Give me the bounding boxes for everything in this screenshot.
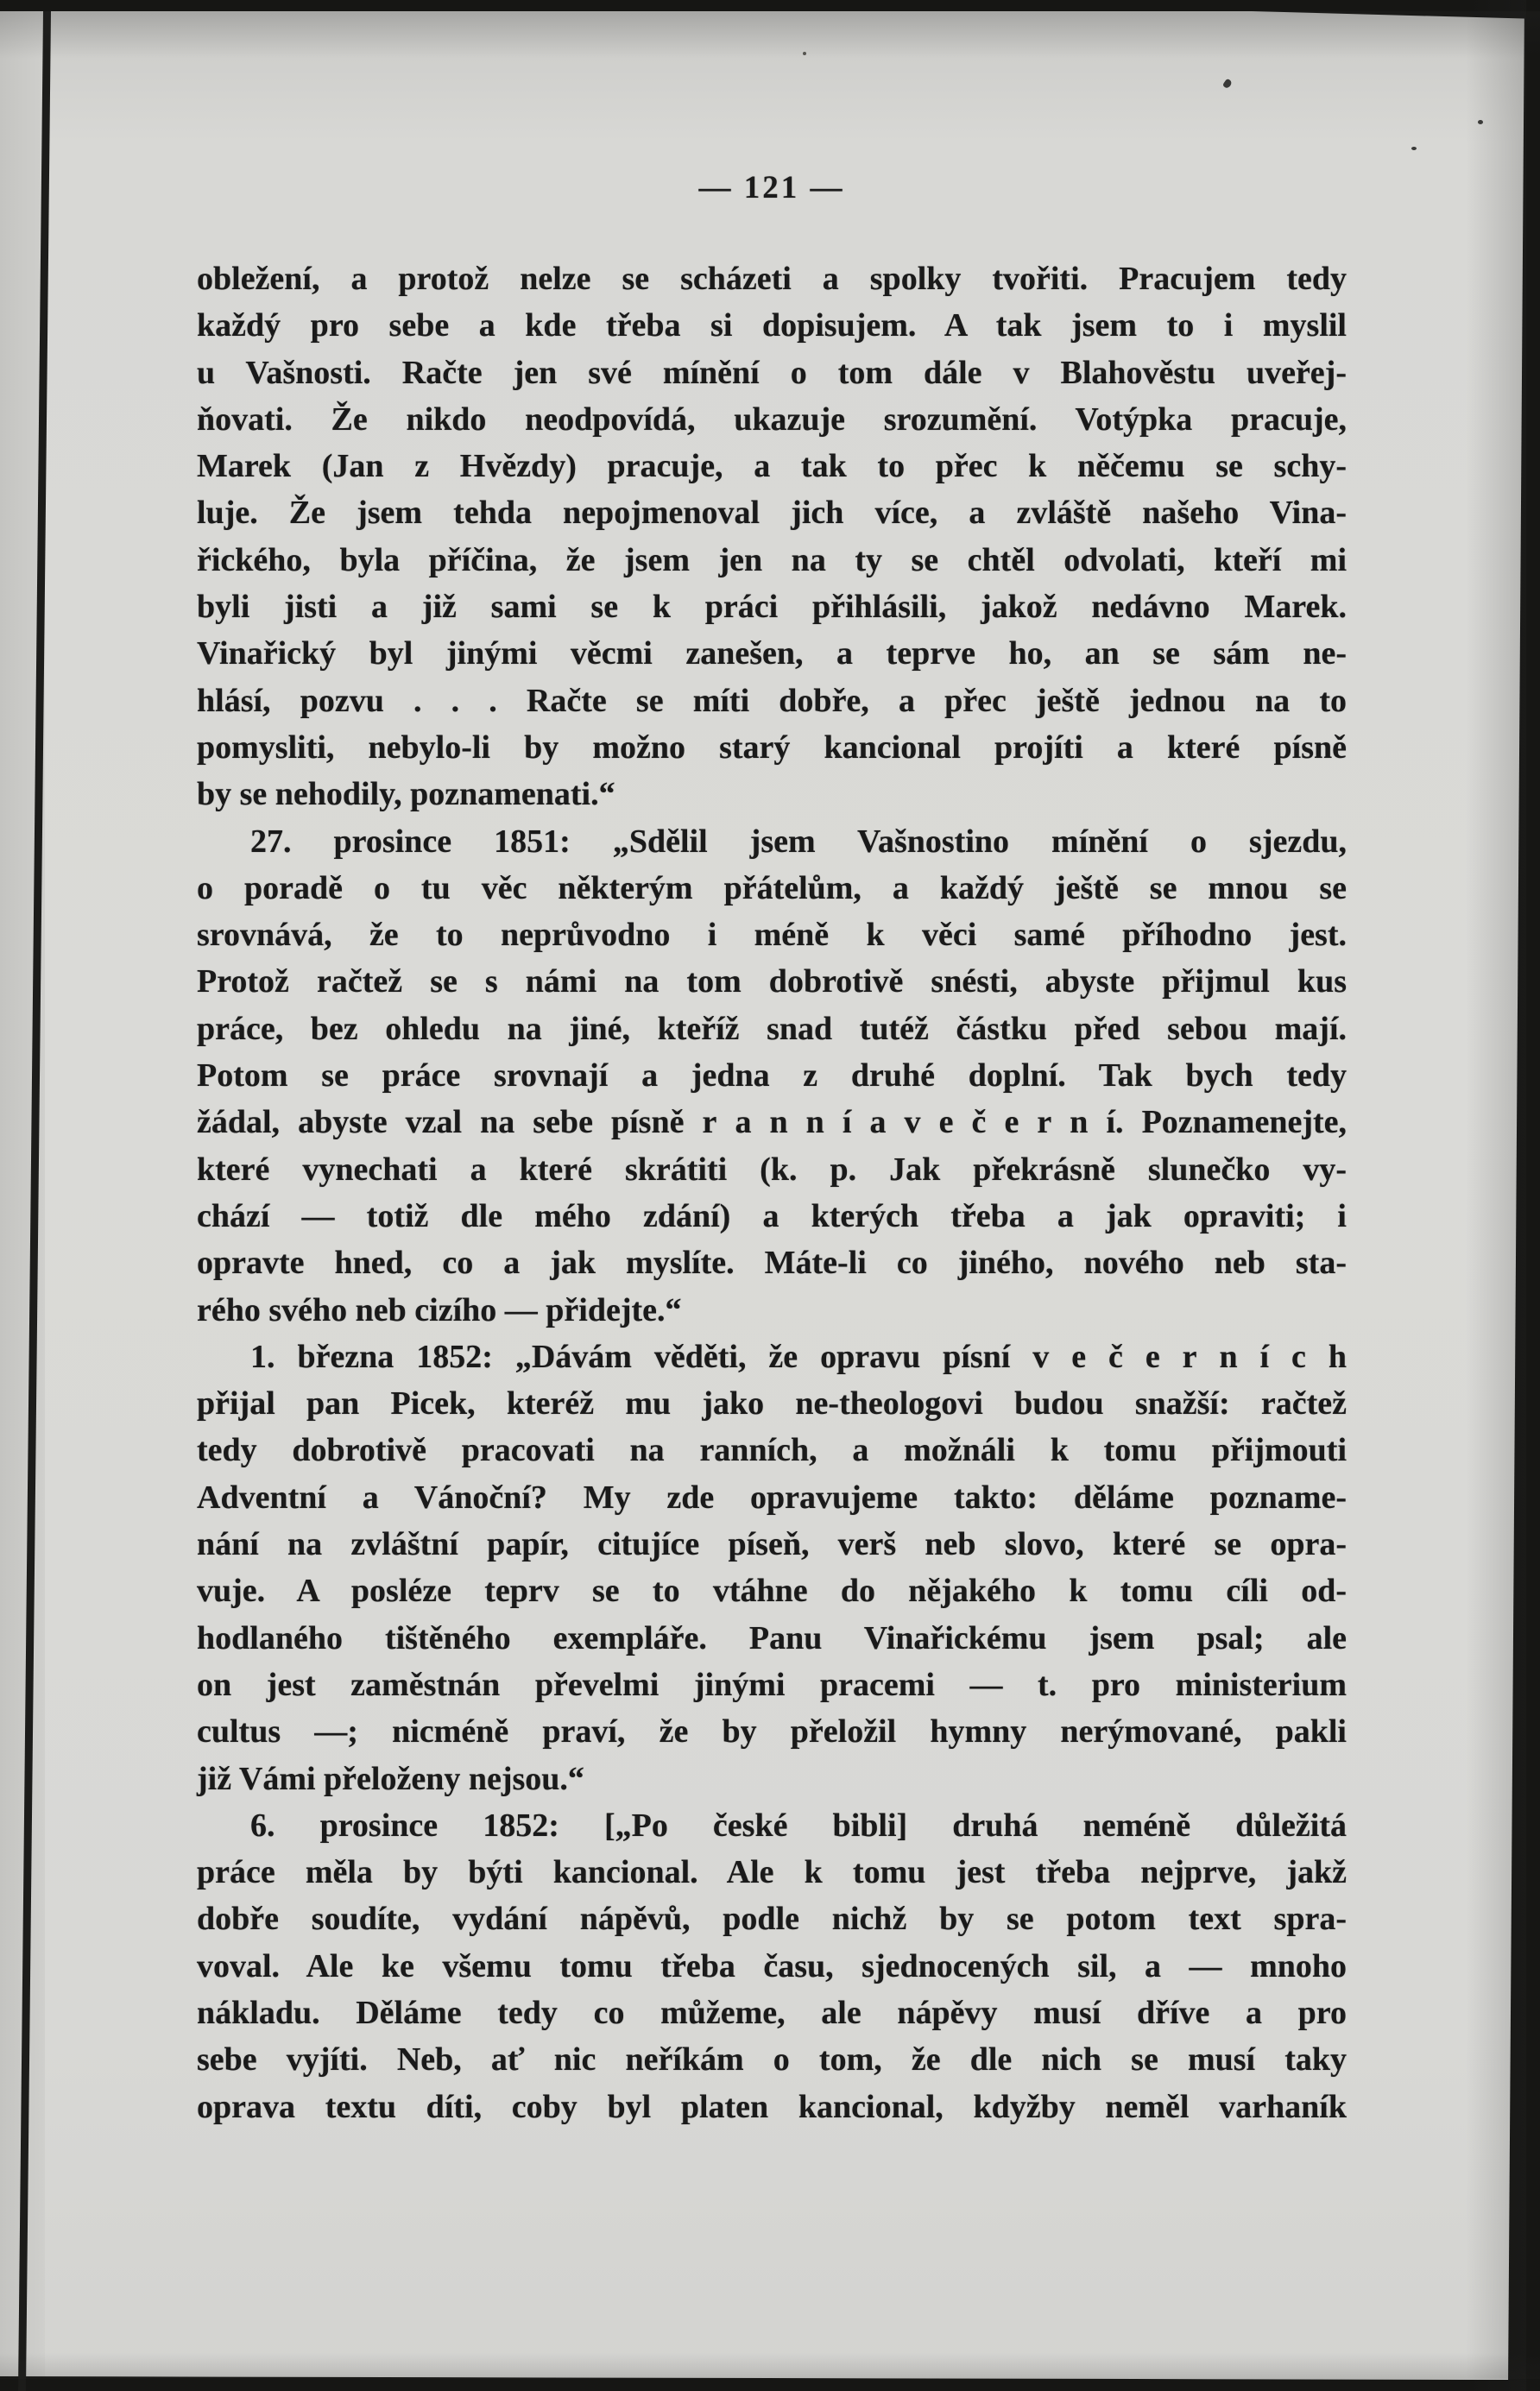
text-line: by se nehodily, poznamenati.“ [197,776,615,813]
text-line: vuje. A posléze teprv se to vtáhne do nějakého k tomu cíli od- [197,1573,1347,1610]
text-line: hodlaného tištěného exempláře. Panu Vinařickému jsem psal; ale [197,1619,1347,1656]
text-line: o poradě o tu věc některým přátelům, a každý ještě se mnou se [197,869,1347,906]
text-line: nání na zvláštní papír, citujíce píseň, verš neb slovo, které se opra- [197,1526,1347,1563]
text-line: srovnává, že to neprůvodno i méně k věci samé příhodno jest. [197,917,1347,954]
text-line: oprava textu díti, coby byl platen kancional, kdyžby neměl varhaník [197,2088,1347,2125]
text-line: každý pro sebe a kde třeba si dopisujem. A tak jsem to i myslil [197,307,1347,344]
text-line: 6. prosince 1852: [„Po české bibli] druhá neméně důležitá [250,1807,1347,1844]
page-text [197,256,1347,2130]
text-line: řického, byla příčina, že jsem jen na ty se chtěl odvolati, kteří mi [197,541,1347,578]
text-line: Protož račtež se s námi na tom dobrotivě snésti, abyste přijmul kus [197,963,1347,1000]
text-line: obležení, a protož nelze se scházeti a spolky tvořiti. Pracujem tedy [197,261,1347,297]
paragraph [197,818,1347,1334]
text-line: Adventní a Vánoční? My zde opravujeme takto: děláme pozname- [197,1479,1347,1516]
paragraph [197,1802,1347,2130]
scan-shadow-top [0,11,1540,59]
paragraph [197,256,1347,818]
text-line: tedy dobrotivě pracovati na ranních, a možnáli k tomu přijmouti [197,1432,1347,1469]
paragraph [197,1334,1347,1802]
text-line: Potom se práce srovnají a jedna z druhé doplní. Tak bych tedy [197,1057,1347,1095]
text-line: ňovati. Že nikdo neodpovídá, ukazuje srozumění. Votýpka pracuje, [197,401,1347,438]
ink-speck [1411,147,1417,150]
text-line: práce, bez ohledu na jiné, kteříž snad tutéž částku před sebou mají. [197,1010,1347,1047]
text-line: opravte hned, co a jak myslíte. Máte-li co jiného, nového neb sta- [197,1245,1347,1282]
text-line: 1. března 1852: „Dávám věděti, že opravu písní v e č e r n í c h [250,1338,1347,1375]
text-line: dobře soudíte, vydání nápěvů, podle nichž by se potom text spra- [197,1901,1347,1938]
text-line: luje. Že jsem tehda nepojmenoval jich více, a zvláště našeho Vina- [197,495,1347,532]
text-line: byli jisti a již sami se k práci přihlásili, jakož nedávno Marek. [197,589,1347,626]
text-line: on jest zaměstnán převelmi jinými pracemi — t. pro ministerium [197,1666,1347,1703]
ink-speck [803,52,806,55]
text-line: nákladu. Děláme tedy co můžeme, ale nápěvy musí dříve a pro [197,1994,1347,2031]
text-line: voval. Ale ke všemu tomu třeba času, sjednocených sil, a — mnoho [197,1947,1347,1984]
text-line: 27. prosince 1851: „Sdělil jsem Vašnostino mínění o sjezdu, [250,823,1347,860]
text-line: rého svého neb cizího — přidejte.“ [197,1291,682,1328]
text-line: práce měla by býti kancional. Ale k tomu jest třeba nejprve, jakž [197,1854,1347,1891]
text-line: Marek (Jan z Hvězdy) pracuje, a tak to přec k něčemu se schy- [197,448,1347,485]
text-line: sebe vyjíti. Neb, ať nic neříkám o tom, že dle nich se musí taky [197,2041,1347,2079]
text-line: které vynechati a které skrátiti (k. p. Jak překrásně slunečko vy- [197,1151,1347,1188]
text-line: již Vámi přeloženy nejsou.“ [197,1760,584,1797]
text-line: žádal, abyste vzal na sebe písně r a n n í a v e č e r n í. Poznamenejte, [197,1104,1347,1141]
text-line: Vinařický byl jinými věcmi zanešen, a teprve ho, an se sám ne- [197,635,1347,672]
page-number: — 121 — [698,170,845,205]
text-line: přijal pan Picek, kteréž mu jako ne-theologovi budou snažší: račtež [197,1385,1347,1423]
text-line: hlásí, pozvu . . . Račte se míti dobře, a přec ještě jednou na to [197,682,1347,719]
text-line: cultus —; nicméně praví, že by přeložil hymny nerýmované, pakli [197,1713,1347,1751]
scan-shadow-right [1466,0,1526,2391]
text-line: chází — totiž dle mého zdání) a kterých třeba a jak opraviti; i [197,1197,1347,1234]
text-line: u Vašnosti. Račte jen své mínění o tom dále v Blahověstu uveřej- [197,354,1347,391]
ink-speck [1478,120,1483,124]
scan-shadow-bottom [0,2353,1540,2379]
text-line: pomysliti, nebylo-li by možno starý kancional projíti a které písně [197,729,1347,766]
